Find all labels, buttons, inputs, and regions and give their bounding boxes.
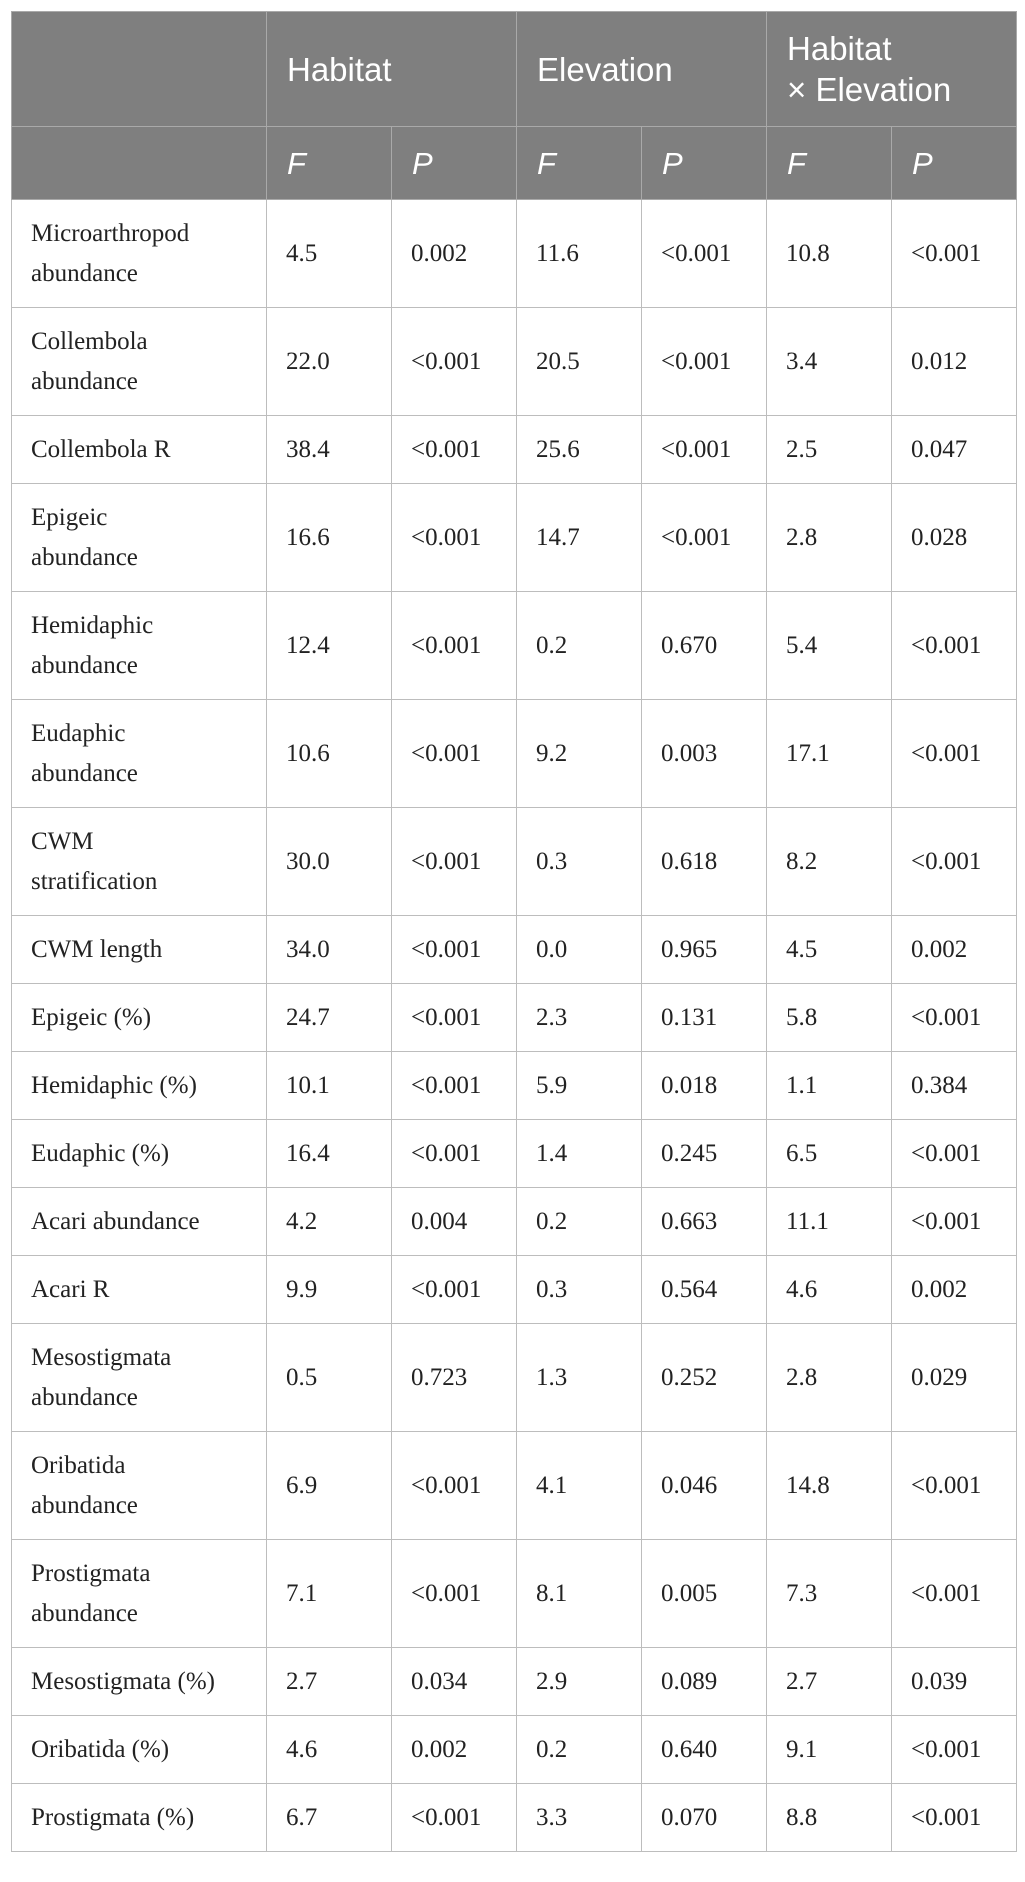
header-habitat-f: F bbox=[267, 127, 392, 200]
cell-habitat-p: 0.004 bbox=[392, 1188, 517, 1256]
row-label-part: abundance bbox=[31, 367, 138, 395]
cell-elevation-p: 0.005 bbox=[642, 1540, 767, 1648]
cell-habitat-f: 6.9 bbox=[267, 1432, 392, 1540]
cell-habitat-f: 4.6 bbox=[267, 1716, 392, 1784]
cell-habitat-f: 10.6 bbox=[267, 700, 392, 808]
cell-habitat-p: <0.001 bbox=[392, 808, 517, 916]
cell-habitat-f: 16.6 bbox=[267, 484, 392, 592]
cell-habitat-p: <0.001 bbox=[392, 1784, 517, 1852]
table-row bbox=[12, 1716, 1017, 1784]
cell-interaction-p: 0.002 bbox=[892, 1256, 1017, 1324]
row-label bbox=[12, 1052, 267, 1120]
row-label-part: Mesostigmata (%) bbox=[31, 1667, 215, 1695]
cell-interaction-p: <0.001 bbox=[892, 592, 1017, 700]
header-elevation-f: F bbox=[517, 127, 642, 200]
row-label-part: abundance bbox=[31, 759, 138, 787]
cell-elevation-f: 0.2 bbox=[517, 1188, 642, 1256]
cell-habitat-p: 0.723 bbox=[392, 1324, 517, 1432]
header-habitat-x-elevation bbox=[767, 12, 1017, 127]
cell-elevation-p: 0.046 bbox=[642, 1432, 767, 1540]
cell-elevation-f: 2.3 bbox=[517, 984, 642, 1052]
header-habitat-p: P bbox=[392, 127, 517, 200]
table-row bbox=[12, 808, 1017, 916]
table-row bbox=[12, 592, 1017, 700]
row-label bbox=[12, 592, 267, 700]
cell-elevation-f: 0.2 bbox=[517, 592, 642, 700]
cell-habitat-p: <0.001 bbox=[392, 1540, 517, 1648]
row-label bbox=[12, 308, 267, 416]
cell-interaction-f: 5.8 bbox=[767, 984, 892, 1052]
cell-interaction-f: 3.4 bbox=[767, 308, 892, 416]
cell-habitat-p: <0.001 bbox=[392, 1120, 517, 1188]
row-label bbox=[12, 1648, 267, 1716]
cell-elevation-p: <0.001 bbox=[642, 416, 767, 484]
cell-habitat-p: <0.001 bbox=[392, 592, 517, 700]
cell-elevation-f: 0.3 bbox=[517, 808, 642, 916]
table-row bbox=[12, 308, 1017, 416]
row-label bbox=[12, 984, 267, 1052]
cell-interaction-p: 0.028 bbox=[892, 484, 1017, 592]
cell-elevation-p: 0.663 bbox=[642, 1188, 767, 1256]
cell-interaction-p: <0.001 bbox=[892, 1188, 1017, 1256]
row-label-part: Hemidaphic bbox=[31, 611, 154, 639]
row-label bbox=[12, 200, 267, 308]
cell-interaction-f: 4.5 bbox=[767, 916, 892, 984]
header-row-stats bbox=[12, 127, 1017, 200]
header-interaction-line2: × Elevation bbox=[787, 71, 952, 108]
row-label-part: Collembola bbox=[31, 327, 148, 355]
cell-habitat-f: 10.1 bbox=[267, 1052, 392, 1120]
table-row bbox=[12, 700, 1017, 808]
cell-interaction-p: 0.384 bbox=[892, 1052, 1017, 1120]
row-label bbox=[12, 1784, 267, 1852]
cell-elevation-f: 25.6 bbox=[517, 416, 642, 484]
results-table bbox=[11, 11, 1017, 1852]
cell-interaction-f: 1.1 bbox=[767, 1052, 892, 1120]
row-label bbox=[12, 1256, 267, 1324]
table-row bbox=[12, 1324, 1017, 1432]
row-label-part: Mesostigmata bbox=[31, 1343, 172, 1371]
table-row bbox=[12, 1052, 1017, 1120]
cell-interaction-f: 14.8 bbox=[767, 1432, 892, 1540]
row-label bbox=[12, 416, 267, 484]
row-label bbox=[12, 808, 267, 916]
row-label-part: Eudaphic bbox=[31, 719, 126, 747]
table-row bbox=[12, 916, 1017, 984]
row-label-part: abundance bbox=[31, 543, 138, 571]
table-row bbox=[12, 1188, 1017, 1256]
cell-interaction-p: <0.001 bbox=[892, 700, 1017, 808]
cell-habitat-p: 0.002 bbox=[392, 200, 517, 308]
table-row bbox=[12, 1648, 1017, 1716]
row-label-part: CWM length bbox=[31, 935, 163, 963]
cell-elevation-p: 0.965 bbox=[642, 916, 767, 984]
cell-habitat-p: <0.001 bbox=[392, 1052, 517, 1120]
table-row bbox=[12, 1256, 1017, 1324]
cell-interaction-f: 8.2 bbox=[767, 808, 892, 916]
row-label-part: abundance bbox=[31, 1383, 138, 1411]
row-label-part: Microarthropod bbox=[31, 219, 190, 247]
cell-habitat-p: <0.001 bbox=[392, 984, 517, 1052]
header-elevation: Elevation bbox=[517, 12, 767, 127]
cell-habitat-f: 2.7 bbox=[267, 1648, 392, 1716]
table-row bbox=[12, 1432, 1017, 1540]
row-label-part: Epigeic bbox=[31, 503, 108, 531]
row-label bbox=[12, 1716, 267, 1784]
cell-habitat-f: 12.4 bbox=[267, 592, 392, 700]
cell-habitat-f: 4.5 bbox=[267, 200, 392, 308]
cell-elevation-f: 20.5 bbox=[517, 308, 642, 416]
row-label-part: CWM bbox=[31, 827, 94, 855]
row-label-part: abundance bbox=[31, 259, 138, 287]
row-label-part: Acari R bbox=[31, 1275, 110, 1303]
row-label-part: Oribatida bbox=[31, 1451, 126, 1479]
cell-elevation-p: 0.564 bbox=[642, 1256, 767, 1324]
cell-habitat-p: <0.001 bbox=[392, 1256, 517, 1324]
row-label-part: Collembola R bbox=[31, 435, 171, 463]
row-label bbox=[12, 1432, 267, 1540]
cell-elevation-p: 0.252 bbox=[642, 1324, 767, 1432]
table-row bbox=[12, 1784, 1017, 1852]
header-row-groups bbox=[12, 12, 1017, 127]
cell-habitat-p: <0.001 bbox=[392, 308, 517, 416]
cell-interaction-f: 10.8 bbox=[767, 200, 892, 308]
cell-elevation-p: 0.618 bbox=[642, 808, 767, 916]
cell-habitat-f: 24.7 bbox=[267, 984, 392, 1052]
row-label-part: Prostigmata bbox=[31, 1559, 151, 1587]
cell-habitat-f: 4.2 bbox=[267, 1188, 392, 1256]
row-label-part: Prostigmata (%) bbox=[31, 1803, 195, 1831]
cell-interaction-p: <0.001 bbox=[892, 1784, 1017, 1852]
cell-interaction-p: 0.002 bbox=[892, 916, 1017, 984]
cell-interaction-f: 2.5 bbox=[767, 416, 892, 484]
row-label-part: stratification bbox=[31, 867, 158, 895]
table-header bbox=[12, 12, 1017, 200]
cell-habitat-f: 38.4 bbox=[267, 416, 392, 484]
row-label bbox=[12, 484, 267, 592]
header-interaction-f: F bbox=[767, 127, 892, 200]
header-corner bbox=[12, 12, 267, 127]
row-label bbox=[12, 1120, 267, 1188]
cell-elevation-p: <0.001 bbox=[642, 308, 767, 416]
cell-interaction-f: 6.5 bbox=[767, 1120, 892, 1188]
cell-habitat-f: 0.5 bbox=[267, 1324, 392, 1432]
cell-interaction-p: <0.001 bbox=[892, 200, 1017, 308]
cell-interaction-f: 11.1 bbox=[767, 1188, 892, 1256]
cell-interaction-f: 8.8 bbox=[767, 1784, 892, 1852]
cell-interaction-p: <0.001 bbox=[892, 1432, 1017, 1540]
cell-interaction-p: 0.047 bbox=[892, 416, 1017, 484]
cell-elevation-p: <0.001 bbox=[642, 484, 767, 592]
cell-elevation-p: 0.070 bbox=[642, 1784, 767, 1852]
row-label bbox=[12, 916, 267, 984]
table-row bbox=[12, 1120, 1017, 1188]
cell-interaction-f: 2.7 bbox=[767, 1648, 892, 1716]
row-label bbox=[12, 700, 267, 808]
cell-habitat-f: 16.4 bbox=[267, 1120, 392, 1188]
cell-habitat-p: <0.001 bbox=[392, 416, 517, 484]
cell-elevation-p: 0.640 bbox=[642, 1716, 767, 1784]
header-interaction-p: P bbox=[892, 127, 1017, 200]
cell-habitat-f: 22.0 bbox=[267, 308, 392, 416]
cell-habitat-f: 34.0 bbox=[267, 916, 392, 984]
cell-elevation-f: 9.2 bbox=[517, 700, 642, 808]
cell-elevation-p: 0.018 bbox=[642, 1052, 767, 1120]
cell-habitat-f: 9.9 bbox=[267, 1256, 392, 1324]
row-label-part: abundance bbox=[31, 1491, 138, 1519]
cell-interaction-p: <0.001 bbox=[892, 1540, 1017, 1648]
cell-interaction-p: <0.001 bbox=[892, 1120, 1017, 1188]
table-body bbox=[12, 200, 1017, 1852]
cell-interaction-f: 7.3 bbox=[767, 1540, 892, 1648]
cell-elevation-f: 2.9 bbox=[517, 1648, 642, 1716]
cell-interaction-f: 4.6 bbox=[767, 1256, 892, 1324]
cell-habitat-p: <0.001 bbox=[392, 1432, 517, 1540]
cell-elevation-p: 0.089 bbox=[642, 1648, 767, 1716]
table-row bbox=[12, 484, 1017, 592]
row-label bbox=[12, 1540, 267, 1648]
row-label-part: Eudaphic (%) bbox=[31, 1139, 170, 1167]
cell-interaction-p: 0.029 bbox=[892, 1324, 1017, 1432]
cell-habitat-f: 7.1 bbox=[267, 1540, 392, 1648]
row-label-part: Epigeic (%) bbox=[31, 1003, 152, 1031]
cell-elevation-f: 1.3 bbox=[517, 1324, 642, 1432]
cell-elevation-p: 0.245 bbox=[642, 1120, 767, 1188]
table-row bbox=[12, 416, 1017, 484]
cell-elevation-f: 1.4 bbox=[517, 1120, 642, 1188]
cell-habitat-p: <0.001 bbox=[392, 484, 517, 592]
cell-interaction-f: 17.1 bbox=[767, 700, 892, 808]
cell-interaction-p: <0.001 bbox=[892, 808, 1017, 916]
header-elevation-p: P bbox=[642, 127, 767, 200]
header-corner-2 bbox=[12, 127, 267, 200]
cell-habitat-p: 0.002 bbox=[392, 1716, 517, 1784]
cell-elevation-p: 0.131 bbox=[642, 984, 767, 1052]
cell-habitat-f: 6.7 bbox=[267, 1784, 392, 1852]
cell-habitat-p: <0.001 bbox=[392, 916, 517, 984]
cell-elevation-p: 0.003 bbox=[642, 700, 767, 808]
cell-interaction-p: 0.039 bbox=[892, 1648, 1017, 1716]
cell-elevation-f: 0.3 bbox=[517, 1256, 642, 1324]
cell-habitat-p: <0.001 bbox=[392, 700, 517, 808]
cell-interaction-p: <0.001 bbox=[892, 984, 1017, 1052]
header-habitat: Habitat bbox=[267, 12, 517, 127]
row-label bbox=[12, 1188, 267, 1256]
cell-elevation-p: 0.670 bbox=[642, 592, 767, 700]
cell-interaction-f: 9.1 bbox=[767, 1716, 892, 1784]
cell-habitat-f: 30.0 bbox=[267, 808, 392, 916]
cell-interaction-f: 2.8 bbox=[767, 1324, 892, 1432]
cell-elevation-f: 11.6 bbox=[517, 200, 642, 308]
table-row bbox=[12, 984, 1017, 1052]
row-label-part: Hemidaphic (%) bbox=[31, 1071, 197, 1099]
table-row bbox=[12, 1540, 1017, 1648]
row-label bbox=[12, 1324, 267, 1432]
cell-elevation-f: 4.1 bbox=[517, 1432, 642, 1540]
cell-interaction-p: <0.001 bbox=[892, 1716, 1017, 1784]
cell-elevation-f: 5.9 bbox=[517, 1052, 642, 1120]
cell-elevation-f: 14.7 bbox=[517, 484, 642, 592]
cell-interaction-f: 2.8 bbox=[767, 484, 892, 592]
row-label-part: Oribatida (%) bbox=[31, 1735, 170, 1763]
header-interaction-line1: Habitat bbox=[787, 30, 892, 67]
cell-elevation-p: <0.001 bbox=[642, 200, 767, 308]
cell-habitat-p: 0.034 bbox=[392, 1648, 517, 1716]
cell-elevation-f: 3.3 bbox=[517, 1784, 642, 1852]
cell-elevation-f: 0.0 bbox=[517, 916, 642, 984]
row-label-part: Acari abundance bbox=[31, 1207, 200, 1235]
table-row bbox=[12, 200, 1017, 308]
cell-elevation-f: 0.2 bbox=[517, 1716, 642, 1784]
cell-elevation-f: 8.1 bbox=[517, 1540, 642, 1648]
row-label-part: abundance bbox=[31, 1599, 138, 1627]
cell-interaction-f: 5.4 bbox=[767, 592, 892, 700]
cell-interaction-p: 0.012 bbox=[892, 308, 1017, 416]
row-label-part: abundance bbox=[31, 651, 138, 679]
